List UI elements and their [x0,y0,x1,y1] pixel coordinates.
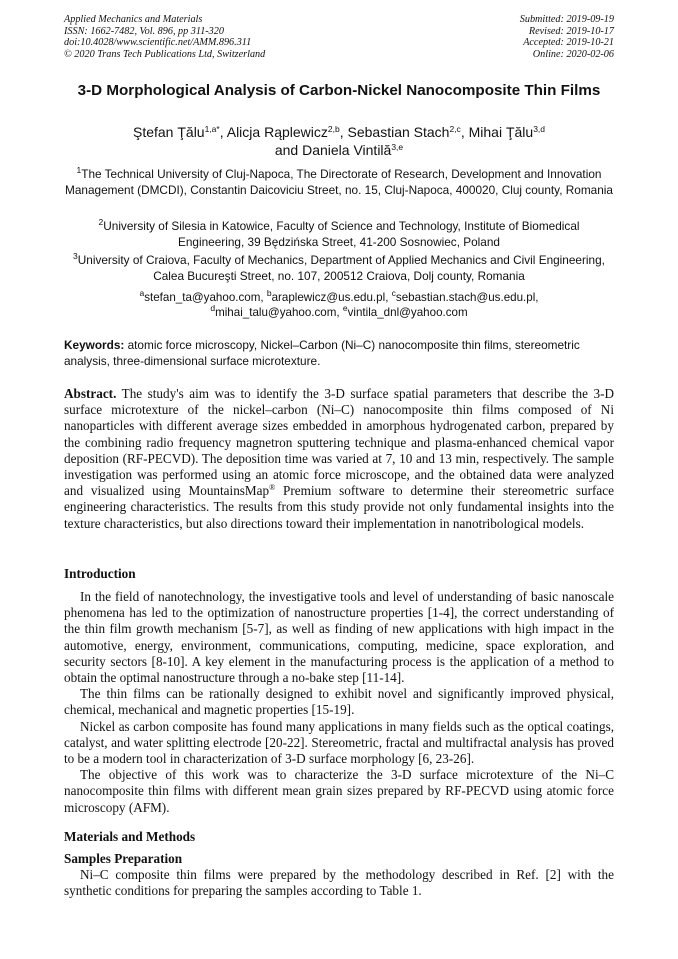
email-mark: b [266,288,272,298]
date-online: Online: 2020-02-06 [532,48,614,60]
author-affiliation-mark: 3,e [391,142,404,152]
keywords [64,338,616,369]
author-name: Daniela Vintilă [302,142,392,158]
affiliation-number: 3 [73,251,78,261]
affiliation-3 [64,253,614,284]
registered-mark: ® [269,483,276,493]
subsection-heading-samples: Samples Preparation [64,851,183,866]
email-link[interactable]: araplewicz@us.edu.pl [271,291,386,304]
abstract-text-end: Premium software to determine their stereometric surface engineering characteristics. The results from this study provide not only fundamental insights into the texture characteristics, but also directions toward their implementation in nanotribological models. [64,483,614,531]
email-link[interactable]: vintila_dnl@yahoo.com [347,306,468,319]
journal-copyright: © 2020 Trans Tech Publications Ltd, Switzerland [64,48,266,60]
email-list: $^a$stefan_ta@yahoo.com, $^b$araplewicz@us.edu.pl, $^c$sebastian.stach@us.edu.pl, $^d$mihai_talu@yahoo.com, $^e$vintila_dnl@yahoo.com [139,288,539,319]
publication-dates [520,14,614,60]
affiliation-2 [64,219,614,250]
paper-title: 3-D Morphological Analysis of Carbon-Nickel Nanocomposite Thin Films [77,82,601,99]
affiliation-number: 2 [98,217,104,227]
author-affiliation-mark: 3,d [533,124,546,134]
journal-info [64,14,265,60]
section-heading-introduction: Introduction [64,566,136,581]
journal-issn: ISSN: 1662-7482, Vol. 896, pp 311-320 [64,25,224,37]
author-affiliation-mark: 2,c [449,124,461,134]
email-link[interactable]: stefan_ta@yahoo.com [144,291,261,304]
paragraph: Nickel as carbon composite has found many applications in many fields such as the optical coatings, catalyst, and water splitting electrode [20-22]. Stereometric, fractal and multifractal analysis has proved to be a modern tool in characterization of 3-D surface morphology [6, 23-26]. [64,718,614,767]
affiliation-text: University of Silesia in Katowice, Faculty of Science and Technology, Institute of Biomedical Engineering, 39 Będzińska Street, 41-200 Sosnowiec, Poland [103,219,580,249]
keywords-label: Keywords: [64,338,125,352]
author-name: Ştefan Ţălu [132,124,205,140]
abstract-text: The study's aim was to identify the 3-D surface spatial parameters that describe the 3-D surface microtexture of the nickel–carbon (Ni–C) nanocomposite thin films composed of Ni nanoparticles with different average sizes embedded in amorphous hydrogenated carbon, prepared by the combining radio frequency magnetron sputtering technique and plasma-enhanced chemical vapor deposition (RF-PECVD). The deposition time was varied at 7, 10 and 13 min, respectively. The sample investigation was performed using an atomic force microscope, and the obtained data were analyzed and visualized using MountainsMap [64,386,614,499]
email-link[interactable]: mihai_talu@yahoo.com [215,306,337,319]
date-revised: Revised: 2019-10-17 [528,25,614,37]
date-submitted: Submitted: 2019-09-19 [519,14,614,25]
paragraph: In the field of nanotechnology, the investigative tools and level of understanding of basic nanoscale phenomena has led to the optimization of nanostructure properties [1-4], the correct understanding of the thin film growth mechanism [5-7], as well as finding of new applications with high impact in the automotive, energy, environment, communications, computing, medicine, space exploration, and security sectors [8-10]. A key element in the manufacturing process is the application of a method to obtain the optimal nanostructure through a no-bake step [11-14]. [64,589,614,686]
paragraph: The objective of this work was to characterize the 3-D surface microtexture of the Ni–C nanocomposite thin films with different mean grain sizes prepared by RF-PECVD using atomic force microscopy (AFM). [64,767,614,815]
author-affiliation-mark: 1,a* [204,124,220,134]
email-mark: e [342,303,348,313]
introduction-body [64,589,614,816]
paragraph: The thin films can be rationally designed to exhibit novel and significantly improved physical, chemical, mechanical and magnetic properties [15-19]. [64,686,614,718]
author-name: Sebastian Stach [347,124,450,140]
email-link[interactable]: sebastian.stach@us.edu.pl [395,291,536,304]
author-name: Mihai Ţălu [468,124,534,140]
journal-doi: doi:10.4028/www.scientific.net/AMM.896.311 [64,37,252,49]
author-list: Ştefan Ţălu$^{1,a*}$, Alicja Rąplewicz$^{2,b}$, Sebastian Stach$^{2,c}$, Mihai Ţălu$^{3,d}$ and Daniela Vintilă$^{3,e}$ [132,124,546,158]
affiliation-text: The Technical University of Cluj-Napoca, The Directorate of Research, Development and Innovation Management (DMCDI), Constantin Daicoviciu Street, no. 15, Cluj-Napoca, 400020, Cluj county, Romania [65,167,613,197]
methods-body [64,867,614,899]
abstract [64,386,614,532]
affiliation-number: 1 [76,165,82,175]
email-mark: c [391,288,396,298]
email-mark: d [210,303,216,313]
paragraph: Ni–C composite thin films were prepared by the methodology described in Ref. [2] with the synthetic conditions for preparing the samples according to Table 1. [64,867,614,899]
journal-name: Applied Mechanics and Materials [64,14,203,25]
abstract-label: Abstract. [64,386,117,401]
affiliation-1 [64,167,614,198]
author-name: Alicja Rąplewicz [226,124,328,140]
keywords-text: atomic force microscopy, Nickel–Carbon (Ni–C) nanocomposite thin films, stereometric analysis, three-dimensional surface microtexture. [64,338,580,368]
section-heading-methods: Materials and Methods [64,829,196,844]
author-affiliation-mark: 2,b [327,124,340,134]
affiliation-text: University of Craiova, Faculty of Mechanics, Department of Applied Mechanics and Civil Engineering, Calea Bucureşti Street, no. 107, 200512 Craiova, Dolj county, Romania [77,253,605,283]
email-mark: a [139,288,145,298]
date-accepted: Accepted: 2019-10-21 [523,37,614,49]
